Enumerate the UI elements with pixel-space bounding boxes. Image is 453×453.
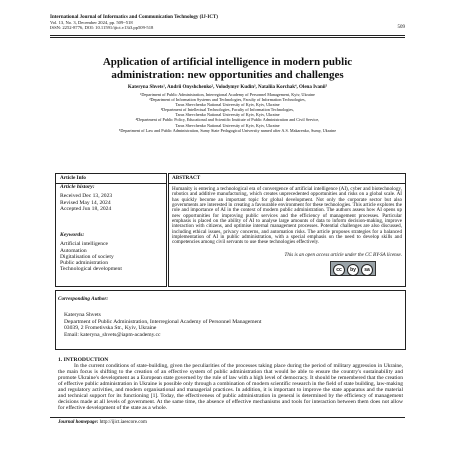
journal-footer	[58, 420, 147, 425]
affiliation-line: Taras Shevchenko National University of Kyiv, Kyiv, Ukraine	[175, 112, 280, 118]
abstract-header-bar	[168, 173, 406, 184]
corresponding-name: Kateryna Shvets	[64, 312, 101, 318]
corresponding-details	[64, 312, 261, 338]
section-heading: 1. INTRODUCTION	[58, 357, 109, 363]
affiliation-line: ²Department of Information Systems and Technologies, Faculty of Information Technologies,	[149, 97, 306, 103]
footer-rule	[50, 417, 405, 418]
author-list: Kateryna Shvets¹, Andrii Onyshchenko², Volodymyr Kudin³, Nataliia Korchak⁴, Olena Ivanii⁵	[127, 85, 328, 90]
issn-doi: ISSN: 2252-8776, DOI: 10.11591/ijict.v13i3.pp509-518	[50, 25, 154, 31]
journal-name: International Journal of Informatics and Communication Technology (IJ-ICT)	[50, 15, 218, 20]
keyword: Digitalisation of society	[60, 253, 114, 260]
keywords-heading: Keywords:	[60, 232, 85, 238]
footer-label: Journal homepage:	[58, 420, 99, 425]
corresponding-email: Email: kateryna_shvets@iapm-academy.cc	[64, 331, 161, 338]
affiliation-line: ⁴Department of Public Policy, Educational and Scientific Institute of Public Administration and Civil Service,	[135, 117, 320, 123]
affiliation-line: Taras Shevchenko National University of Kyiv, Kyiv, Ukraine	[175, 122, 280, 128]
history-item: Received Dec 13, 2023	[60, 193, 113, 200]
title-line: administration: new opportunities and challenges	[111, 68, 344, 81]
keyword: Public administration	[60, 260, 109, 267]
corresponding-dept: Department of Public Administration, Interregional Academy of Personnel Management	[64, 318, 262, 325]
header-rule-double	[50, 37, 405, 38]
article-info-heading: Article Info	[60, 175, 86, 181]
history-heading: Article history:	[60, 184, 95, 190]
keyword: Automation	[60, 247, 87, 254]
footer-url[interactable]: http://ijict.iaescore.com	[99, 420, 147, 425]
corresponding-heading: Corresponding Author:	[58, 296, 109, 302]
keyword: Technological development	[60, 266, 122, 273]
cc-by-sa-license-icon	[330, 261, 376, 276]
page-number: 509	[397, 25, 405, 30]
open-access-note: This is an open access article under the CC BY-SA license.	[284, 253, 402, 258]
header-rule	[50, 35, 405, 36]
abstract-text: Humanity is entering a technological era of convergence of artificial intelligence (AI), cyber and biotechnology, robotics and additive manufacturing, which creates unprecedented opportunities and risks on a global scale. AI has quickly become an important topic for global development. Not only the corporate sector but also governments are interested in creating a favourable environment for these technologies. This article explores the role and importance of AI in the context of modern public administration. The authors assess how AI opens up new opportunities for improving public services and the efficiency of management processes. Particular emphasis is placed on the ability of AI to analyse large amounts of data to inform decision-making, improve interaction with citizens, and optimise internal management processes. Potential challenges are also discussed, including ethical issues, privacy concerns, and automation risks. The article proposes strategies for a balanced implementation of AI in public administration, with a special emphasis on the need to develop skills and competencies among civil servants to use these technologies effectively.	[172, 186, 402, 246]
corresponding-address: 03039, 2 Frometivska Str., Kyiv, Ukraine	[64, 325, 157, 331]
volume-info: Vol. 13, No. 3, December 2024, pp. 509~518	[50, 20, 133, 26]
article-history	[60, 184, 112, 212]
affiliation-line: ³Department of Intellectual Technologies, Faculty of Information Technologies,	[160, 107, 295, 113]
title-line: Application of artificial intelligence in modern public	[102, 56, 353, 68]
history-item: Revised May 14, 2024	[60, 199, 111, 206]
paper-title	[50, 56, 405, 81]
sa-icon: sa	[361, 264, 373, 276]
affiliation-line: ⁵Department of Law and Public Administration, Sumy State Pedagogical University named after A.S. Makarenko, Sumy, Ukraine	[118, 127, 337, 133]
by-icon: by	[347, 264, 359, 276]
introduction-text: In the current conditions of state-building, given the peculiarities of the processes taking place during the period of military aggression in Ukraine, the main focus is shifting to the creation of an effective system of public administration that would be able to ensure the country's sustainability and promote Ukraine's development as a European state governed by the rule of law with a high level of democracy. It should be remembered that the creation of effective public administration in Ukraine is possible only through a combination of modern scientific research in the field of state building, law-making and regulatory activities, and modern organisational and managerial practices. In addition, it is important to improve the state apparatus and the material and technical support for its functioning [1]. Today, the effectiveness of public administration in general is determined by the efficiency of management decisions made at all levels of government. At the same time, the absence of effective mechanisms and tools for interaction between them does not allow for effective development of the state as a whole.	[58, 363, 403, 411]
history-item: Accepted Jun 18, 2024	[60, 205, 112, 212]
keywords	[60, 232, 122, 273]
affiliation-line: ¹Department of Public Administration, Interregional Academy of Personnel Management, Kyiv, Ukraine	[140, 92, 315, 97]
affiliation-line: Taras Shevchenko National University of Kyiv, Kyiv, Ukraine	[175, 102, 280, 108]
cc-icon: cc	[333, 264, 345, 276]
keyword: Artificial intelligence	[60, 241, 108, 248]
affiliations	[50, 92, 405, 133]
running-header	[50, 15, 405, 31]
abstract-heading: ABSTRACT	[172, 175, 201, 181]
